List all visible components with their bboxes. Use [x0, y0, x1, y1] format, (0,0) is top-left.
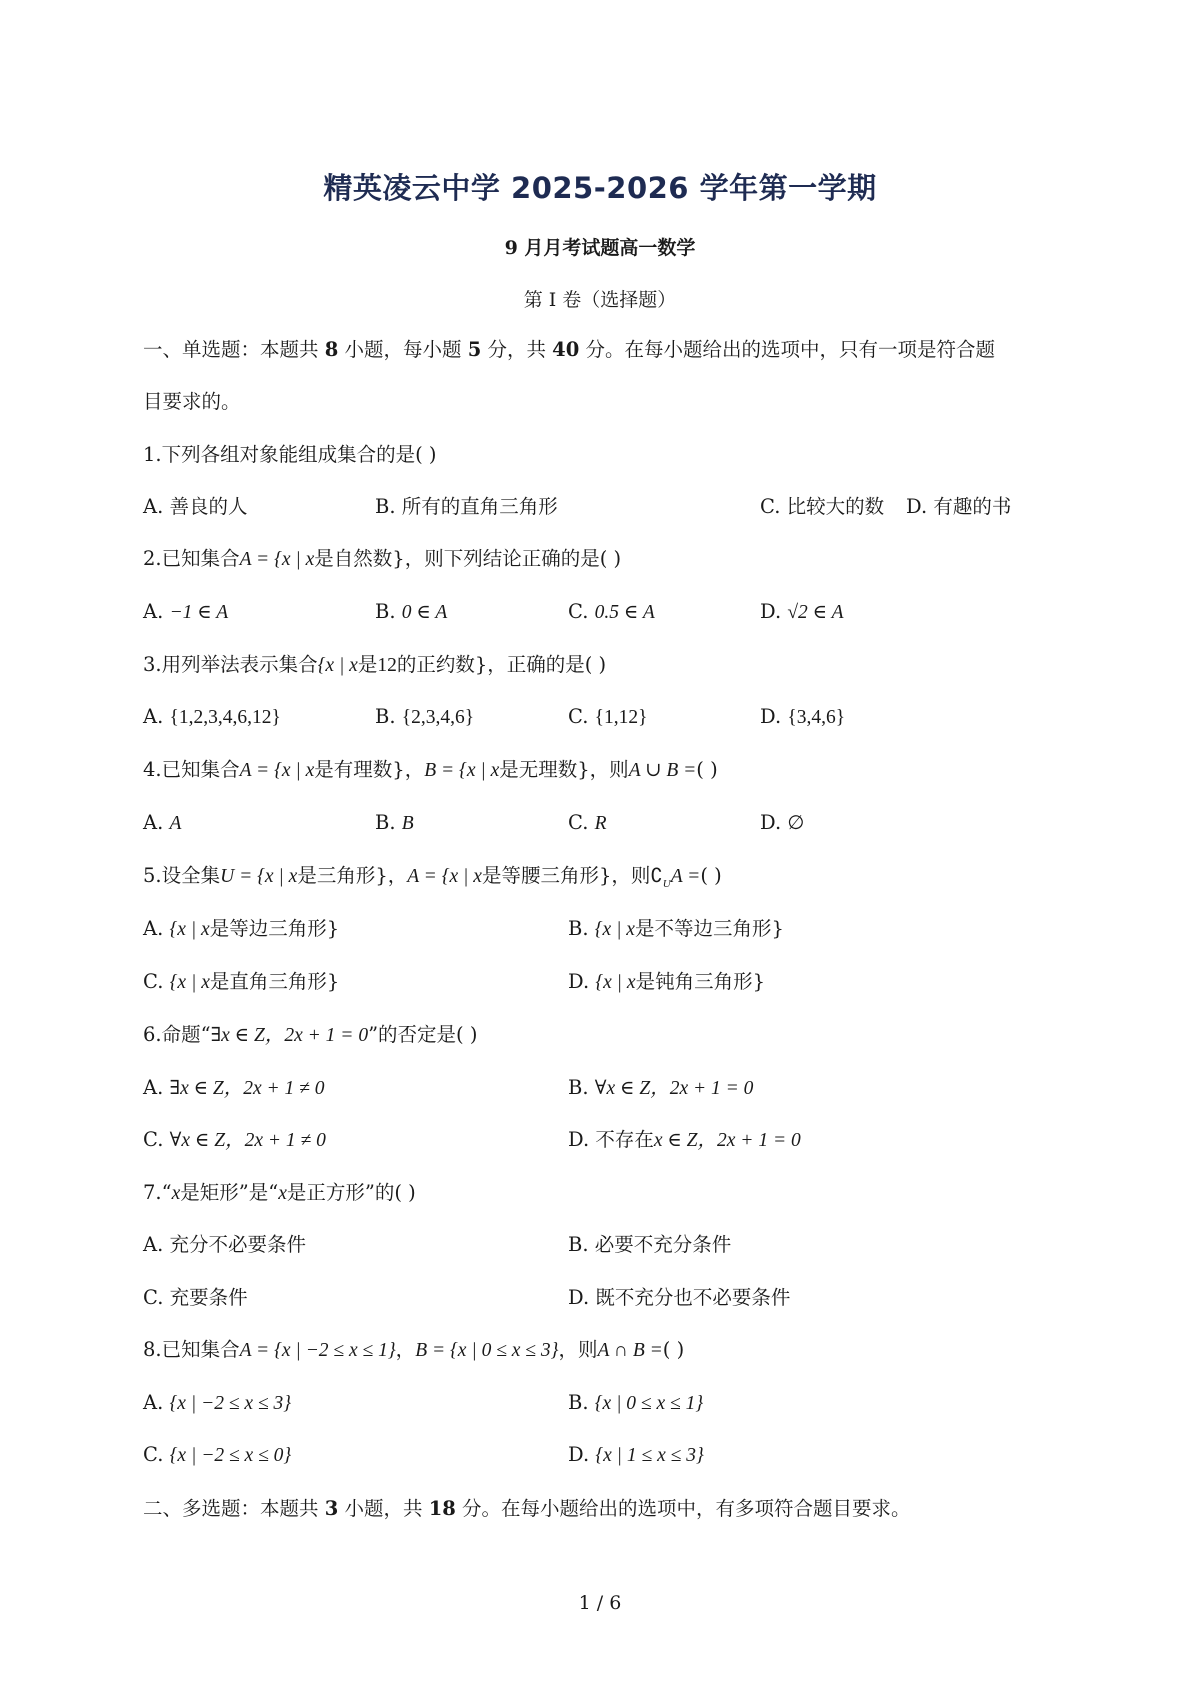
- question-7-options-row1: [0, 1233, 1200, 1263]
- exam-subtitle: 9 月月考试题高一数学: [504, 237, 696, 259]
- question-7-stem: 7.“x是矩形”是“x是正方形”的( ): [143, 1181, 416, 1204]
- q7-option-a: A. 充分不必要条件: [143, 1233, 306, 1256]
- q2-option-c: C. 0.5 ∈ A: [568, 600, 655, 623]
- q5-option-b: B. {x | x是不等边三角形}: [568, 917, 784, 940]
- q8-option-d: D. {x | 1 ≤ x ≤ 3}: [568, 1443, 704, 1466]
- question-4-options: [0, 811, 1200, 841]
- q2-option-b: B. 0 ∈ A: [375, 600, 448, 623]
- q1-option-b: B. 所有的直角三角形: [375, 495, 558, 518]
- q6-option-d: D. 不存在x ∈ Z，2x + 1 = 0: [568, 1128, 801, 1151]
- question-6-stem: 6.命题“∃x ∈ Z，2x + 1 = 0”的否定是( ): [143, 1023, 478, 1046]
- q3-option-b: B. {2,3,4,6}: [375, 705, 475, 728]
- section1-instructions-cont: 目要求的。: [143, 390, 241, 413]
- q1-option-d: D. 有趣的书: [906, 495, 1012, 518]
- q5-option-c: C. {x | x是直角三角形}: [143, 970, 340, 993]
- q6-option-b: B. ∀x ∈ Z，2x + 1 = 0: [568, 1076, 754, 1099]
- question-5-stem: 5.设全集U = {x | x是三角形}，A = {x | x是等腰三角形}，则$∁_UA$ =( ): [143, 864, 722, 890]
- q1-option-a: A. 善良的人: [143, 495, 248, 518]
- q4-option-d: D. ∅: [760, 811, 805, 834]
- q3-option-d: D. {3,4,6}: [760, 705, 846, 728]
- q4-option-b: B. B: [375, 811, 414, 834]
- q7-option-c: C. 充要条件: [143, 1286, 248, 1309]
- q8-option-a: A. {x | −2 ≤ x ≤ 3}: [143, 1391, 292, 1414]
- section2-instructions: 二、多选题：本题共 3 小题，共 18 分。在每小题给出的选项中，有多项符合题目要求。: [143, 1497, 911, 1520]
- question-2-options: [0, 600, 1200, 630]
- question-1-stem: 1.下列各组对象能组成集合的是( ): [143, 443, 437, 466]
- q7-option-b: B. 必要不充分条件: [568, 1233, 732, 1256]
- q3-option-c: C. {1,12}: [568, 705, 648, 728]
- q7-option-d: D. 既不充分也不必要条件: [568, 1286, 791, 1309]
- q5-option-d: D. {x | x是钝角三角形}: [568, 970, 765, 993]
- q1-option-c: C. 比较大的数: [760, 495, 885, 518]
- question-1-options: [0, 495, 1200, 525]
- section1-instructions: 一、单选题：本题共 8 小题，每小题 5 分，共 40 分。在每小题给出的选项中，只有一项是符合题: [143, 338, 996, 361]
- question-4-stem: 4.已知集合A = {x | x是有理数}，B = {x | x是无理数}，则A ∪ B =( ): [143, 758, 718, 781]
- question-3-options: [0, 705, 1200, 735]
- q4-option-a: A. A: [143, 811, 182, 834]
- q6-option-c: C. ∀x ∈ Z，2x + 1 ≠ 0: [143, 1128, 326, 1151]
- question-3-stem: 3.用列举法表示集合{x | x是12的正约数}，正确的是( ): [143, 653, 607, 676]
- question-8-stem: 8.已知集合A = {x | −2 ≤ x ≤ 1}，B = {x | 0 ≤ x ≤ 3}，则A ∩ B =( ): [143, 1338, 685, 1361]
- q4-option-c: C. R: [568, 811, 607, 834]
- q3-option-a: A. {1,2,3,4,6,12}: [143, 705, 281, 728]
- page-number: 1 / 6: [578, 1592, 622, 1614]
- question-6-options-row2: [0, 1128, 1200, 1158]
- question-8-options-row2: [0, 1443, 1200, 1473]
- question-8-options-row1: [0, 1391, 1200, 1421]
- q5-option-a: A. {x | x是等边三角形}: [143, 917, 340, 940]
- volume-heading: 第 I 卷（选择题）: [523, 289, 677, 311]
- q2-option-d: D. √2 ∈ A: [760, 600, 844, 623]
- exam-title: 精英凌云中学 2025-2026 学年第一学期: [323, 171, 877, 205]
- q6-option-a: A. ∃x ∈ Z，2x + 1 ≠ 0: [143, 1076, 325, 1099]
- question-5-options-row2: [0, 970, 1200, 1000]
- question-5-options-row1: [0, 917, 1200, 947]
- q8-option-b: B. {x | 0 ≤ x ≤ 1}: [568, 1391, 704, 1414]
- question-6-options-row1: [0, 1076, 1200, 1106]
- question-7-options-row2: [0, 1286, 1200, 1316]
- q8-option-c: C. {x | −2 ≤ x ≤ 0}: [143, 1443, 292, 1466]
- question-2-stem: 2.已知集合A = {x | x是自然数}，则下列结论正确的是( ): [143, 547, 622, 570]
- q2-option-a: A. −1 ∈ A: [143, 600, 229, 623]
